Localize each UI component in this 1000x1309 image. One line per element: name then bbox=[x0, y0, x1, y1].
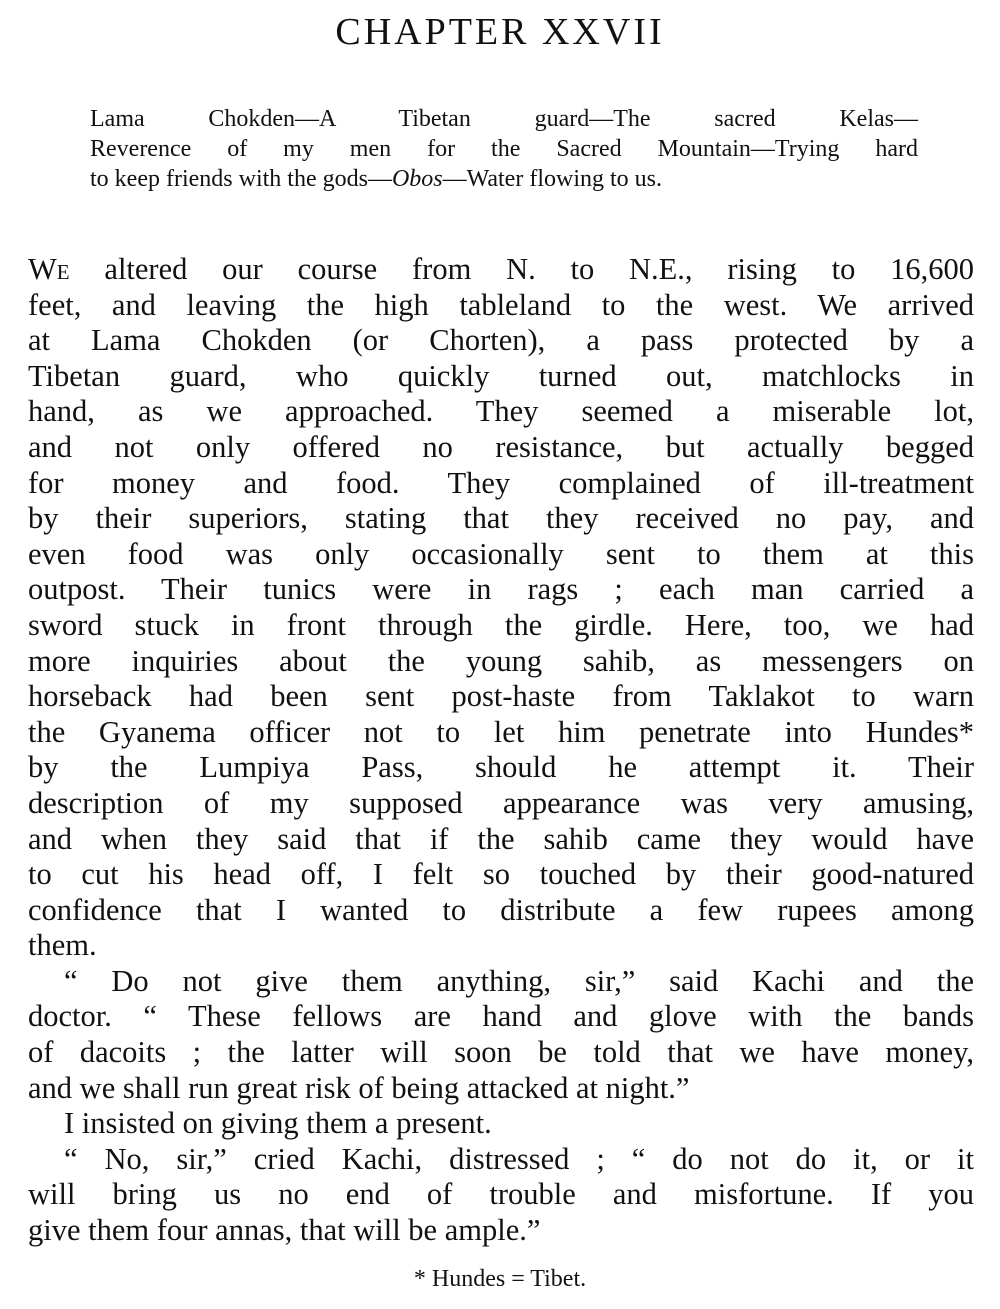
body-line: feet, and leaving the high tableland to the west. We arrived bbox=[28, 287, 974, 322]
body-line: confidence that I wanted to distribute a few rupees among bbox=[28, 892, 974, 927]
chapter-synopsis bbox=[90, 104, 918, 194]
body-line: will bring us no end of trouble and misfortune. If you bbox=[28, 1177, 974, 1212]
body-line: even food was only occasionally sent to them at this bbox=[28, 536, 974, 571]
synopsis-line-part: —Water flowing to us. bbox=[442, 166, 662, 192]
body-line: by the Lumpiya Pass, should he attempt it. Their bbox=[28, 750, 974, 785]
body-line: the Gyanema officer not to let him penetrate into Hundes* bbox=[28, 714, 974, 749]
body-line: I insisted on giving them a present. bbox=[64, 1106, 492, 1141]
body-line: by their superiors, stating that they received no pay, and bbox=[28, 501, 974, 536]
body-text bbox=[28, 252, 974, 1249]
body-line: to cut his head off, I felt so touched by their good-natured bbox=[28, 857, 974, 892]
body-line: at Lama Chokden (or Chorten), a pass protected by a bbox=[28, 323, 974, 358]
body-line: outpost. Their tunics were in rags ; each man carried a bbox=[28, 572, 974, 607]
body-line: of dacoits ; the latter will soon be told that we have money, bbox=[28, 1035, 974, 1070]
synopsis-line: Lama Chokden—A Tibetan guard—The sacred Kelas— bbox=[90, 106, 918, 132]
body-line: hand, as we approached. They seemed a miserable lot, bbox=[28, 394, 974, 429]
synopsis-line: Reverence of my men for the Sacred Mountain—Trying hard bbox=[90, 136, 918, 162]
body-line: doctor. “ These fellows are hand and glove with the bands bbox=[28, 999, 974, 1034]
chapter-title: CHAPTER XXVII bbox=[335, 11, 665, 53]
body-line: and not only offered no resistance, but actually begged bbox=[28, 429, 974, 464]
body-line: for money and food. They complained of ill-treatment bbox=[28, 465, 974, 500]
body-line: Tibetan guard, who quickly turned out, matchlocks in bbox=[28, 358, 974, 393]
body-line: more inquiries about the young sahib, as messengers on bbox=[28, 643, 974, 678]
drop-word: We bbox=[28, 252, 70, 286]
body-line: “ Do not give them anything, sir,” said Kachi and the bbox=[64, 963, 974, 998]
body-line: and we shall run great risk of being attacked at night.” bbox=[28, 1070, 690, 1105]
synopsis-italic-obos: Obos bbox=[391, 166, 443, 192]
synopsis-line bbox=[90, 164, 918, 194]
body-line: them. bbox=[28, 928, 97, 963]
body-line: and when they said that if the sahib came they would have bbox=[28, 821, 974, 856]
body-line: description of my supposed appearance was very amusing, bbox=[28, 785, 974, 820]
synopsis-line-part: to keep friends with the gods— bbox=[90, 166, 392, 192]
body-line: sword stuck in front through the girdle. Here, too, we had bbox=[28, 607, 974, 642]
body-line: give them four annas, that will be ample.” bbox=[28, 1213, 541, 1248]
footnote: * Hundes = Tibet. bbox=[413, 1266, 587, 1292]
body-line bbox=[28, 252, 974, 288]
body-line: horseback had been sent post-haste from Taklakot to warn bbox=[28, 679, 974, 714]
body-line-part: altered our course from N. to N.E., rising to 16,600 bbox=[69, 252, 974, 286]
body-line: “ No, sir,” cried Kachi, distressed ; “ do not do it, or it bbox=[64, 1141, 974, 1176]
